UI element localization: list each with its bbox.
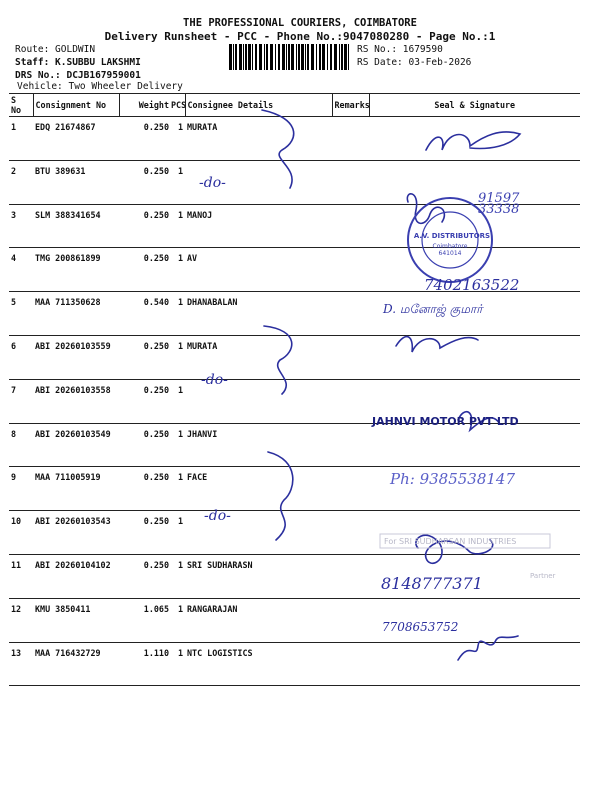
company-stamp-row8: JAHNVI MOTOR PVT LTD [372,415,519,428]
route: Route: GOLDWIN [15,44,96,55]
barcode-bar [296,44,297,70]
distributors-stamp-center: Coimbatore 641014 [432,243,468,257]
cell-sno: 10 [9,511,33,555]
staff: Staff: K.SUBBU LAKSHMI [15,57,141,68]
cell-remarks [332,467,369,511]
cell-seal-signature [369,598,580,642]
barcode-bar [248,44,251,70]
cell-consignee: RANGARAJAN [185,598,332,642]
company-title: THE PROFESSIONAL COURIERS, COIMBATORE [183,17,417,29]
handwritten-phone-row9: Ph: 9385538147 [390,470,516,488]
handwritten-name-row5: D. மனோஜ் குமார் [383,302,483,316]
table-row [9,467,580,511]
rs-number: RS No.: 1679590 [357,44,443,55]
cell-pcs: 1 [171,160,185,204]
runsheet-table [9,93,580,686]
cell-sno: 12 [9,598,33,642]
table-row [9,335,580,379]
cell-sno: 2 [9,160,33,204]
barcode-bar [275,44,276,70]
rs-date: RS Date: 03-Feb-2026 [357,57,472,68]
faint-stamp-text-row11: For SRI SUDHARSAN INDUSTRIES [384,537,517,546]
table-header [9,94,580,117]
cell-consignee: FACE [185,467,332,511]
cell-sno: 8 [9,423,33,467]
cell-seal-signature [369,204,580,248]
table-row [9,554,580,598]
cell-weight: 0.250 [119,204,171,248]
cell-pcs: 1 [171,598,185,642]
barcode-bar [298,44,300,70]
cell-weight: 1.065 [119,598,171,642]
col-weight: Weight [119,94,171,117]
barcode-bar [322,44,325,70]
barcode-bar [305,44,306,70]
barcode-bar [243,44,244,70]
table-row [9,117,580,161]
cell-weight: 0.250 [119,511,171,555]
table-row [9,160,580,204]
cell-consignment: ABI 20260103559 [33,335,119,379]
table-row [9,598,580,642]
cell-remarks [332,160,369,204]
cell-consignment: BTU 389631 [33,160,119,204]
cell-sno: 5 [9,292,33,336]
handwritten-phone-row5: 7402163522 [424,276,520,294]
barcode-bar [255,44,257,70]
barcode-bar [327,44,328,70]
col-seal: Seal & Signature [369,94,580,117]
cell-seal-signature [369,642,580,686]
cell-remarks [332,554,369,598]
cell-consignment: MAA 716432729 [33,642,119,686]
cell-remarks [332,511,369,555]
cell-remarks [332,248,369,292]
ditto-mark-2: -do- [201,372,228,388]
cell-pcs: 1 [171,642,185,686]
cell-seal-signature [369,160,580,204]
barcode-bar [239,44,242,70]
barcode-bar [288,44,290,70]
cell-weight: 0.250 [119,467,171,511]
cell-pcs: 1 [171,379,185,423]
table-row [9,511,580,555]
barcode-bar [259,44,262,70]
barcode-bar [229,44,232,70]
table-row [9,292,580,336]
cell-sno: 6 [9,335,33,379]
barcode-bar [307,44,309,70]
col-sno: S No [9,94,33,117]
cell-pcs: 1 [171,117,185,161]
cell-seal-signature [369,335,580,379]
cell-consignee: MURATA [185,117,332,161]
cell-seal-signature [369,467,580,511]
cell-weight: 0.250 [119,554,171,598]
cell-consignment: KMU 3850411 [33,598,119,642]
barcode-bar [286,44,287,70]
handwritten-phone-row3: 91597 33338 [478,191,520,217]
barcode-bar [344,44,347,70]
cell-remarks [332,335,369,379]
cell-consignee [185,379,332,423]
cell-pcs: 1 [171,204,185,248]
cell-seal-signature [369,511,580,555]
cell-seal-signature [369,423,580,467]
barcode-bar [278,44,280,70]
cell-weight: 1.110 [119,642,171,686]
cell-consignee: DHANABALAN [185,292,332,336]
col-consignee: Consignee Details [185,94,332,117]
cell-consignment: ABI 20260103558 [33,379,119,423]
cell-seal-signature [369,248,580,292]
barcode-bar [339,44,340,70]
cell-consignee: NTC LOGISTICS [185,642,332,686]
cell-weight: 0.250 [119,335,171,379]
cell-consignee: JHANVI [185,423,332,467]
cell-remarks [332,642,369,686]
barcode-bar [301,44,304,70]
cell-sno: 3 [9,204,33,248]
barcode-bar [319,44,321,70]
barcode-bar [264,44,265,70]
barcode-bar [245,44,247,70]
barcode-bar [330,44,332,70]
barcode-bar [235,44,237,70]
cell-weight: 0.250 [119,248,171,292]
col-remarks: Remarks [332,94,369,117]
faint-stamp-text-row12: Partner [530,572,556,580]
cell-remarks [332,292,369,336]
barcode-bar [291,44,294,70]
cell-remarks [332,117,369,161]
cell-consignment: TMG 200861899 [33,248,119,292]
barcode-bar [348,44,349,70]
cell-pcs: 1 [171,554,185,598]
table-row [9,204,580,248]
table-row [9,642,580,686]
cell-seal-signature [369,379,580,423]
col-pcs: PCS [171,94,185,117]
cell-weight: 0.250 [119,379,171,423]
handwritten-phone-row12: 8148777371 [381,574,483,593]
cell-weight: 0.250 [119,117,171,161]
table-row [9,248,580,292]
runsheet-title: Delivery Runsheet - PCC - Phone No.:9047080280 - Page No.:1 [104,30,496,43]
cell-remarks [332,204,369,248]
cell-seal-signature [369,117,580,161]
barcode-bar [334,44,337,70]
cell-sno: 9 [9,467,33,511]
barcode-bar [316,44,317,70]
cell-sno: 1 [9,117,33,161]
cell-consignment: MAA 711005919 [33,467,119,511]
cell-consignment: MAA 711350628 [33,292,119,336]
ditto-mark-1: -do- [199,175,226,191]
cell-sno: 11 [9,554,33,598]
cell-consignment: EDQ 21674867 [33,117,119,161]
cell-pcs: 1 [171,423,185,467]
table-row [9,423,580,467]
cell-pcs: 1 [171,467,185,511]
cell-consignment: ABI 20260103549 [33,423,119,467]
cell-pcs: 1 [171,335,185,379]
drs-number: DRS No.: DCJB167959001 [15,70,141,81]
cell-consignee [185,511,332,555]
barcode-bar [233,44,234,70]
cell-weight: 0.540 [119,292,171,336]
cell-consignee [185,160,332,204]
handwritten-phone-row13: 7708653752 [382,620,459,634]
barcode-bar [252,44,253,70]
cell-pcs: 1 [171,511,185,555]
cell-consignment: ABI 20260103543 [33,511,119,555]
cell-seal-signature [369,554,580,598]
cell-weight: 0.250 [119,423,171,467]
barcode-bar [311,44,314,70]
ditto-mark-3: -do- [204,508,231,524]
cell-consignment: ABI 20260104102 [33,554,119,598]
cell-sno: 4 [9,248,33,292]
barcode [229,44,351,70]
cell-remarks [332,379,369,423]
cell-weight: 0.250 [119,160,171,204]
cell-seal-signature [369,292,580,336]
cell-remarks [332,598,369,642]
cell-consignee: MANOJ [185,204,332,248]
barcode-bar [341,44,343,70]
cell-consignee: AV [185,248,332,292]
cell-pcs: 1 [171,292,185,336]
cell-sno: 7 [9,379,33,423]
cell-remarks [332,423,369,467]
cell-sno: 13 [9,642,33,686]
cell-pcs: 1 [171,248,185,292]
barcode-bar [282,44,285,70]
cell-consignee: SRI SUDHARASN [185,554,332,598]
table-row [9,379,580,423]
barcode-bar [266,44,268,70]
cell-consignee: MURATA [185,335,332,379]
cell-consignment: SLM 388341654 [33,204,119,248]
col-consignment: Consignment No [33,94,119,117]
distributors-stamp-ring-text: A.V. DISTRIBUTORS [413,232,491,240]
vehicle: Vehicle: Two Wheeler Delivery [17,81,183,92]
barcode-bar [270,44,273,70]
